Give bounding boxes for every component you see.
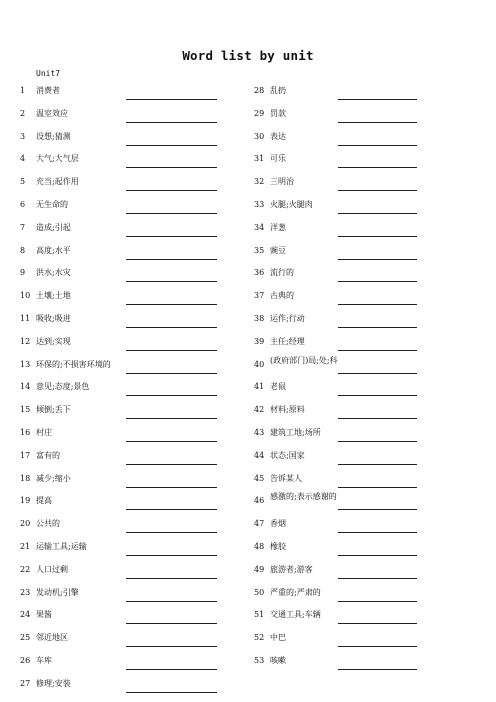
answer-blank-line[interactable] bbox=[338, 327, 417, 328]
answer-blank-line[interactable] bbox=[126, 623, 217, 624]
item-number: 18 bbox=[20, 473, 31, 483]
chinese-meaning: 罚款 bbox=[270, 108, 286, 118]
page-title: Word list by unit bbox=[182, 48, 314, 63]
chinese-meaning: 建筑工地;场所 bbox=[270, 427, 321, 437]
item-number: 34 bbox=[254, 222, 265, 232]
chinese-meaning: 中巴 bbox=[270, 633, 286, 643]
answer-blank-line[interactable] bbox=[338, 167, 417, 168]
answer-blank-line[interactable] bbox=[126, 578, 217, 579]
answer-blank-line[interactable] bbox=[338, 122, 417, 123]
answer-blank-line[interactable] bbox=[126, 601, 217, 602]
item-number: 23 bbox=[20, 587, 31, 597]
answer-blank-line[interactable] bbox=[126, 555, 217, 556]
item-number: 9 bbox=[20, 268, 26, 278]
item-number: 50 bbox=[254, 587, 265, 597]
item-number: 52 bbox=[254, 633, 265, 643]
answer-blank-line[interactable] bbox=[338, 464, 417, 465]
chinese-meaning: 洋葱 bbox=[270, 222, 286, 232]
answer-blank-line[interactable] bbox=[338, 236, 417, 237]
chinese-meaning: 火腿;火腿肉 bbox=[270, 199, 313, 209]
chinese-meaning: 乱扔 bbox=[270, 86, 286, 95]
item-number: 3 bbox=[20, 131, 26, 141]
chinese-meaning: 土壤;土地 bbox=[36, 291, 71, 301]
chinese-meaning: 达到;实现 bbox=[36, 336, 71, 346]
answer-blank-line[interactable] bbox=[338, 578, 417, 579]
answer-blank-line[interactable] bbox=[126, 259, 217, 260]
chinese-meaning: 豌豆 bbox=[270, 245, 286, 255]
answer-blank-line[interactable] bbox=[126, 213, 217, 214]
answer-blank-line[interactable] bbox=[338, 213, 417, 214]
answer-blank-line[interactable] bbox=[126, 281, 217, 282]
item-number: 25 bbox=[20, 633, 31, 643]
chinese-meaning: 邻近地区 bbox=[36, 633, 68, 643]
answer-blank-line[interactable] bbox=[126, 236, 217, 237]
chinese-meaning: 消费者 bbox=[36, 86, 60, 95]
answer-blank-line[interactable] bbox=[338, 487, 417, 488]
chinese-meaning: 洪水;水灾 bbox=[36, 268, 71, 278]
item-number: 6 bbox=[20, 199, 26, 209]
chinese-meaning: 材料;原料 bbox=[270, 405, 305, 415]
item-number: 31 bbox=[254, 154, 265, 164]
item-number: 16 bbox=[20, 427, 31, 437]
chinese-meaning: 运输工具;运输 bbox=[36, 541, 87, 551]
item-number: 47 bbox=[254, 519, 265, 529]
chinese-meaning: 温室效应 bbox=[36, 108, 68, 118]
item-number: 4 bbox=[20, 154, 26, 164]
answer-blank-line[interactable] bbox=[126, 304, 217, 305]
chinese-meaning: 表达 bbox=[270, 131, 286, 141]
item-number: 2 bbox=[20, 108, 26, 118]
answer-blank-line[interactable] bbox=[338, 99, 417, 100]
chinese-meaning: 橡胶 bbox=[270, 541, 286, 551]
item-number: 33 bbox=[254, 199, 265, 209]
answer-blank-line[interactable] bbox=[126, 464, 217, 465]
answer-blank-line[interactable] bbox=[126, 669, 217, 670]
item-number: 38 bbox=[254, 313, 265, 323]
answer-blank-line[interactable] bbox=[126, 532, 217, 533]
item-number: 44 bbox=[254, 450, 265, 460]
item-number: 46 bbox=[254, 496, 265, 506]
item-number: 32 bbox=[254, 177, 265, 187]
answer-blank-line[interactable] bbox=[338, 623, 417, 624]
answer-blank-line[interactable] bbox=[338, 646, 417, 647]
chinese-meaning: 咳嗽 bbox=[270, 655, 286, 665]
item-number: 36 bbox=[254, 268, 265, 278]
item-number: 21 bbox=[20, 541, 31, 551]
answer-blank-line[interactable] bbox=[338, 441, 417, 442]
answer-blank-line[interactable] bbox=[126, 646, 217, 647]
item-number: 27 bbox=[20, 678, 31, 688]
chinese-meaning: 流行的 bbox=[270, 268, 294, 278]
item-number: 53 bbox=[254, 655, 265, 665]
item-number: 39 bbox=[254, 336, 265, 346]
chinese-meaning: 吸收;吸进 bbox=[36, 313, 71, 323]
answer-blank-line[interactable] bbox=[126, 418, 217, 419]
item-number: 11 bbox=[20, 313, 31, 323]
chinese-meaning: 果酱 bbox=[36, 610, 52, 620]
answer-blank-line[interactable] bbox=[338, 509, 417, 510]
chinese-meaning: 古典的 bbox=[270, 291, 294, 301]
answer-blank-line[interactable] bbox=[126, 373, 217, 374]
item-number: 29 bbox=[254, 108, 265, 118]
chinese-meaning: 感激的;表示感谢的 bbox=[270, 492, 337, 502]
chinese-meaning: 造成;引起 bbox=[36, 222, 71, 232]
item-number: 37 bbox=[254, 291, 265, 301]
chinese-meaning: 运作;行动 bbox=[270, 313, 305, 323]
answer-blank-line[interactable] bbox=[338, 145, 417, 146]
chinese-meaning: 发动机;引擎 bbox=[36, 587, 79, 597]
chinese-meaning: 三明治 bbox=[270, 177, 294, 187]
item-number: 35 bbox=[254, 245, 265, 255]
answer-blank-line[interactable] bbox=[126, 145, 217, 146]
item-number: 8 bbox=[20, 245, 26, 255]
answer-blank-line[interactable] bbox=[338, 350, 417, 351]
item-number: 7 bbox=[20, 222, 26, 232]
chinese-meaning: 富有的 bbox=[36, 450, 60, 460]
chinese-meaning: 意见;态度;景色 bbox=[36, 382, 90, 392]
chinese-meaning: 高度;水平 bbox=[36, 245, 71, 255]
answer-blank-line[interactable] bbox=[126, 350, 217, 351]
answer-blank-line[interactable] bbox=[338, 259, 417, 260]
item-number: 28 bbox=[254, 86, 265, 95]
chinese-meaning: 修理;安装 bbox=[36, 678, 71, 688]
item-number: 51 bbox=[254, 610, 265, 620]
item-number: 26 bbox=[20, 655, 31, 665]
answer-blank-line[interactable] bbox=[338, 601, 417, 602]
chinese-meaning: 村庄 bbox=[36, 427, 52, 437]
item-number: 40 bbox=[254, 359, 265, 369]
item-number: 15 bbox=[20, 405, 31, 415]
chinese-meaning: 公共的 bbox=[36, 519, 60, 529]
chinese-meaning: 设想;猜测 bbox=[36, 131, 71, 141]
chinese-meaning: 严重的;严肃的 bbox=[270, 587, 321, 597]
answer-blank-line[interactable] bbox=[126, 122, 217, 123]
unit-label: Unit7 bbox=[36, 69, 61, 78]
chinese-meaning: 无生命的 bbox=[36, 199, 68, 209]
item-number: 5 bbox=[20, 177, 26, 187]
chinese-meaning: 大气;大气层 bbox=[36, 154, 79, 164]
chinese-meaning: 车库 bbox=[36, 655, 52, 665]
item-number: 30 bbox=[254, 131, 265, 141]
item-number: 45 bbox=[254, 473, 265, 483]
item-number: 20 bbox=[20, 519, 31, 529]
answer-blank-line[interactable] bbox=[126, 692, 217, 693]
answer-blank-line[interactable] bbox=[126, 190, 217, 191]
chinese-meaning: 提高 bbox=[36, 496, 52, 506]
item-number: 13 bbox=[20, 359, 31, 369]
item-number: 10 bbox=[20, 291, 31, 301]
chinese-meaning: 交通工具;车辆 bbox=[270, 610, 321, 620]
item-number: 17 bbox=[20, 450, 31, 460]
answer-blank-line[interactable] bbox=[126, 327, 217, 328]
item-number: 41 bbox=[254, 382, 265, 392]
answer-blank-line[interactable] bbox=[338, 669, 417, 670]
answer-blank-line[interactable] bbox=[338, 395, 417, 396]
item-number: 1 bbox=[20, 86, 26, 95]
item-number: 42 bbox=[254, 405, 265, 415]
answer-blank-line[interactable] bbox=[338, 190, 417, 191]
item-number: 19 bbox=[20, 496, 31, 506]
chinese-meaning: 状态;国家 bbox=[270, 450, 305, 460]
answer-blank-line[interactable] bbox=[126, 395, 217, 396]
answer-blank-line[interactable] bbox=[126, 99, 217, 100]
answer-blank-line[interactable] bbox=[338, 532, 417, 533]
chinese-meaning: 可乐 bbox=[270, 154, 286, 164]
chinese-meaning: 倾倒;丢下 bbox=[36, 405, 71, 415]
answer-blank-line[interactable] bbox=[338, 418, 417, 419]
chinese-meaning: (政府部门)局;处;科 bbox=[270, 355, 338, 365]
item-number: 14 bbox=[20, 382, 31, 392]
item-number: 48 bbox=[254, 541, 265, 551]
item-number: 22 bbox=[20, 564, 31, 574]
answer-blank-line[interactable] bbox=[338, 304, 417, 305]
answer-blank-line[interactable] bbox=[338, 373, 417, 374]
chinese-meaning: 旅游者;游客 bbox=[270, 564, 313, 574]
chinese-meaning: 充当;起作用 bbox=[36, 177, 79, 187]
answer-blank-line[interactable] bbox=[126, 509, 217, 510]
answer-blank-line[interactable] bbox=[126, 441, 217, 442]
item-number: 24 bbox=[20, 610, 31, 620]
answer-blank-line[interactable] bbox=[338, 281, 417, 282]
answer-blank-line[interactable] bbox=[338, 555, 417, 556]
chinese-meaning: 主任;经理 bbox=[270, 336, 305, 346]
item-number: 43 bbox=[254, 427, 265, 437]
item-number: 12 bbox=[20, 336, 31, 346]
answer-blank-line[interactable] bbox=[126, 167, 217, 168]
chinese-meaning: 老鼠 bbox=[270, 382, 286, 392]
chinese-meaning: 人口过剩 bbox=[36, 564, 68, 574]
item-number: 49 bbox=[254, 564, 265, 574]
chinese-meaning: 香烟 bbox=[270, 519, 286, 529]
chinese-meaning: 环保的;不损害环境的 bbox=[36, 359, 111, 369]
chinese-meaning: 告诉某人 bbox=[270, 473, 302, 483]
answer-blank-line[interactable] bbox=[126, 487, 217, 488]
chinese-meaning: 减少;缩小 bbox=[36, 473, 71, 483]
